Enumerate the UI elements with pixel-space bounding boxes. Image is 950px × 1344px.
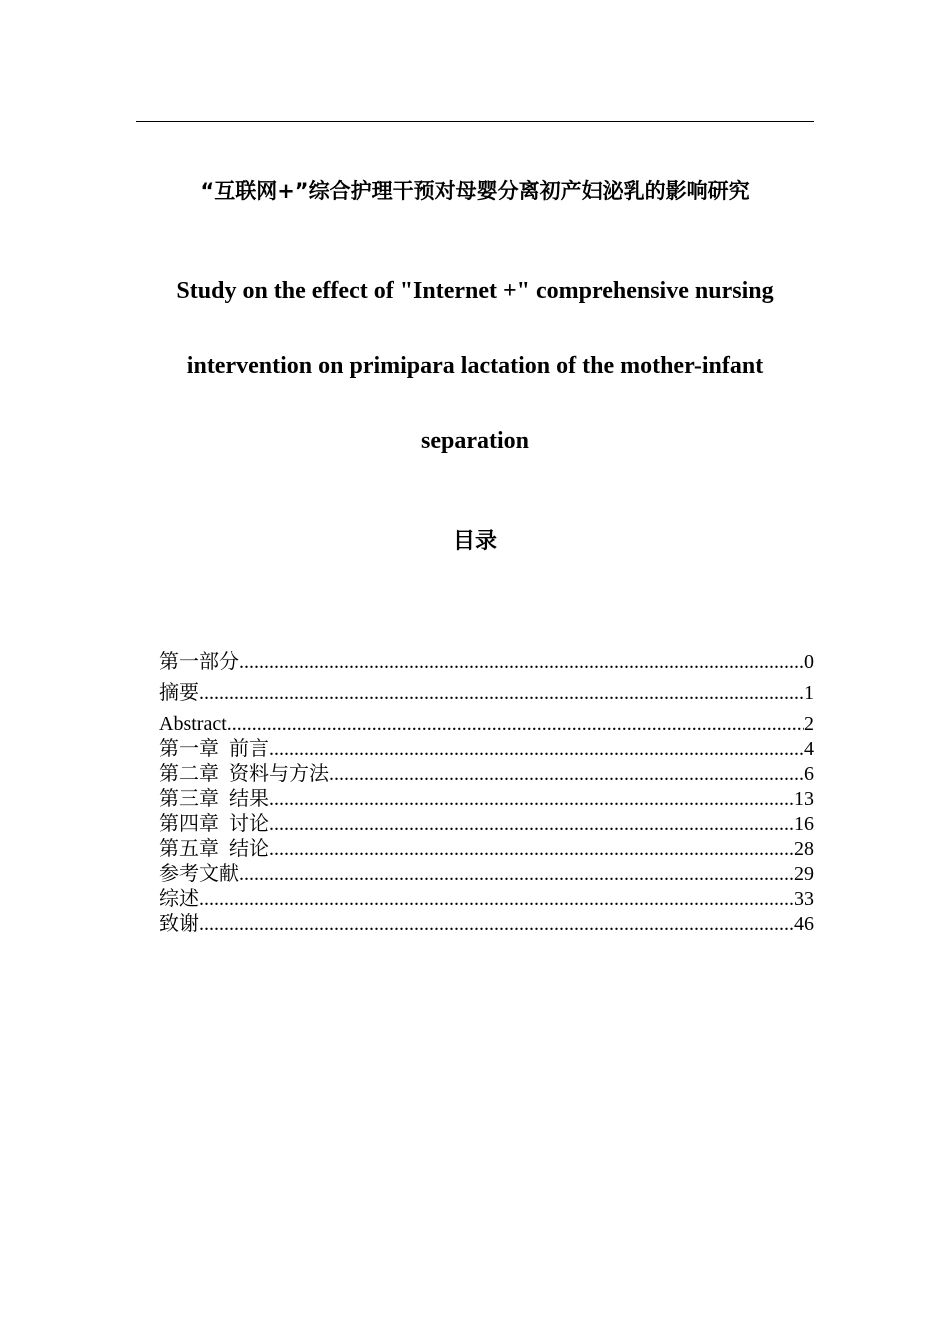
toc-entry-page: 0 <box>804 651 814 673</box>
toc-dot-leader <box>269 812 794 837</box>
toc-entry-label: 致谢 <box>159 913 199 935</box>
toc-entry-page: 2 <box>804 713 814 735</box>
toc-entry-page: 13 <box>794 788 814 810</box>
toc-entry[interactable] <box>159 787 814 812</box>
toc-dot-leader <box>269 787 794 812</box>
toc-dot-leader <box>269 737 804 762</box>
table-of-contents <box>159 650 814 937</box>
english-title-line-2: intervention on primipara lactation of the mother-infant <box>186 353 764 379</box>
toc-entry-label: 摘要 <box>159 682 199 704</box>
toc-dot-leader <box>199 681 804 706</box>
toc-entry[interactable] <box>159 912 814 937</box>
toc-entry-label: 第三章 结果 <box>159 788 269 810</box>
toc-entry-page: 6 <box>804 763 814 785</box>
toc-entry[interactable] <box>159 887 814 912</box>
toc-entry[interactable] <box>159 681 814 712</box>
toc-dot-leader <box>199 887 794 912</box>
header-rule <box>136 121 814 122</box>
toc-dot-leader <box>239 862 794 887</box>
toc-entry[interactable] <box>159 862 814 887</box>
toc-entry-label: 第四章 讨论 <box>159 813 269 835</box>
chinese-title: “互联网+”综合护理干预对母婴分离初产妇泌乳的影响研究 <box>200 179 750 203</box>
toc-entry[interactable] <box>159 650 814 681</box>
english-title-line-3: separation <box>421 428 529 454</box>
toc-entry-page: 29 <box>794 863 814 885</box>
toc-entry-page: 28 <box>794 838 814 860</box>
toc-entry[interactable] <box>159 737 814 762</box>
toc-heading: 目录 <box>452 529 497 554</box>
toc-entry-label: Abstract <box>159 713 227 735</box>
english-title-line-1: Study on the effect of "Internet +" comprehensive nursing <box>176 278 774 304</box>
english-title <box>136 267 814 492</box>
toc-entry-label: 第一章 前言 <box>159 738 269 760</box>
toc-entry-label: 第五章 结论 <box>159 838 269 860</box>
toc-entry[interactable] <box>159 712 814 737</box>
toc-dot-leader <box>227 712 804 737</box>
toc-entry[interactable] <box>159 837 814 862</box>
toc-entry-label: 综述 <box>159 888 199 910</box>
toc-entry-label: 第一部分 <box>159 651 239 673</box>
toc-entry-page: 1 <box>804 682 814 704</box>
toc-entry[interactable] <box>159 812 814 837</box>
toc-entry-label: 第二章 资料与方法 <box>159 763 329 785</box>
toc-entry-page: 46 <box>794 913 814 935</box>
toc-dot-leader <box>269 837 794 862</box>
toc-entry-page: 33 <box>794 888 814 910</box>
toc-entry[interactable] <box>159 762 814 787</box>
toc-dot-leader <box>329 762 804 787</box>
toc-dot-leader <box>239 650 804 675</box>
toc-dot-leader <box>199 912 794 937</box>
toc-entry-page: 4 <box>804 738 814 760</box>
toc-entry-page: 16 <box>794 813 814 835</box>
toc-entry-label: 参考文献 <box>159 863 239 885</box>
